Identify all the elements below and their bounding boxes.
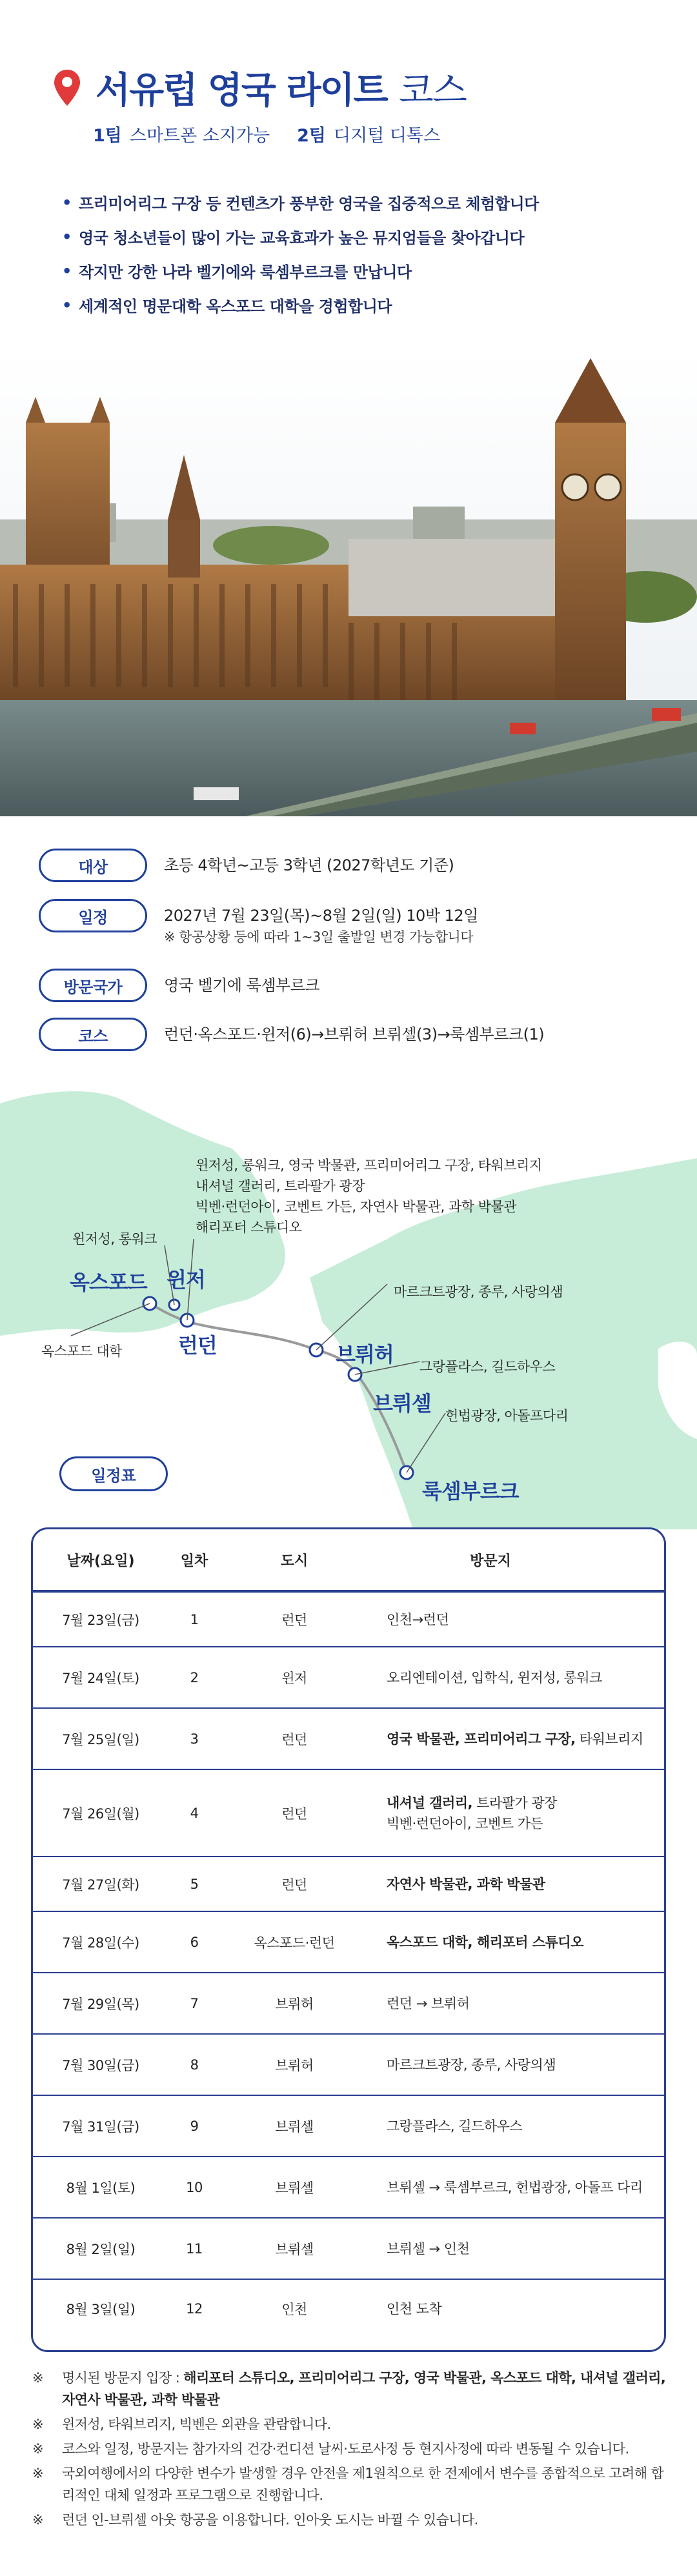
- cell-city: 런던: [281, 1877, 307, 1893]
- cell-date: 8월 1일(토): [66, 2180, 136, 2196]
- cell-date: 7월 31일(금): [62, 2118, 139, 2135]
- table-row: [33, 1709, 664, 1770]
- cell-visit: 오리엔테이션, 입학식, 윈저성, 롱워크: [387, 1669, 602, 1685]
- table-row: [33, 2280, 664, 2338]
- cell-day: 2: [190, 1669, 199, 1685]
- cell-visit: 런던 → 브뤼허: [387, 1995, 470, 2011]
- feature-item: • 영국 청소년들이 많이 가는 교육효과가 높은 뮤지엄들을 찾아갑니다: [62, 227, 525, 247]
- cell-day: 10: [186, 2179, 203, 2195]
- title-suffix: 코스: [398, 70, 466, 112]
- cell-city: 브뤼셀: [275, 2180, 314, 2196]
- location-pin-icon: [53, 68, 81, 107]
- cell-date: 7월 27일(화): [62, 1877, 139, 1893]
- cell-visit: 마르크트광장, 종루, 사랑의샘: [387, 2057, 556, 2073]
- cell-date: 7월 25일(일): [62, 1731, 139, 1747]
- city-london: 런던: [178, 1333, 217, 1358]
- team2-text: 디지털 디톡스: [334, 126, 441, 146]
- info-schedule: [39, 899, 658, 947]
- schedule-table: [31, 1527, 666, 2352]
- cell-day: 12: [186, 2301, 203, 2317]
- note1-prefix: 명시된 방문지 입장 :: [62, 2370, 184, 2386]
- brussels-sites: 그랑플라스, 길드하우스: [419, 1359, 556, 1374]
- note5: 런던 인-브뤼셀 아웃 항공을 이용합니다. 인아웃 도시는 바뀔 수 있습니다.: [62, 2512, 478, 2528]
- course-label: 코스: [39, 1018, 147, 1051]
- cell-day: 7: [190, 1995, 199, 2011]
- note1-bold: 해리포터 스튜디오, 프리미어리그 구장, 영국 박물관, 옥스포드 대학, 내셔널 갤러리, 자연사 박물관, 과학 박물관: [62, 2370, 666, 2408]
- cell-visit: 내셔널 갤러리, 트라팔가 광장 빅벤·런던아이, 코벤트 가든: [387, 1795, 558, 1831]
- table-row: [33, 1912, 664, 1973]
- cell-day: 9: [190, 2118, 199, 2134]
- team-info: [93, 121, 440, 146]
- team2-number: 2팀: [297, 126, 326, 146]
- country-label: 방문국가: [39, 969, 147, 1002]
- cell-visit: 브뤼셀 → 룩셈부르크, 헌법광장, 아돌프 다리: [387, 2179, 643, 2195]
- cell-visit: 브뤼셀 → 인천: [387, 2240, 470, 2257]
- cell-visit: 자연사 박물관, 과학 박물관: [387, 1876, 545, 1892]
- london-sites-line4: 해리포터 스튜디오: [196, 1220, 302, 1235]
- cell-day: 5: [190, 1876, 199, 1892]
- header-visit: 방문지: [470, 1553, 511, 1569]
- header-city: 도시: [280, 1553, 308, 1569]
- table-row: [33, 2096, 664, 2157]
- country-value: 영국 벨기에 룩셈부르크: [164, 976, 320, 994]
- notes: [32, 2367, 671, 2533]
- header-day: 일차: [180, 1553, 208, 1569]
- table-row: [33, 1973, 664, 2035]
- note-item: ※ 국외여행에서의 다양한 변수가 발생할 경우 안전을 제1원칙으로 한 전제에서 변수를 종합적으로 고려해 합리적인 대체 일정과 프로그램으로 진행합니다.: [32, 2462, 671, 2506]
- cell-city: 런던: [281, 1731, 307, 1747]
- info-target: [39, 849, 658, 882]
- table-row: [33, 1770, 664, 1857]
- city-luxembourg: 룩셈부르크: [422, 1479, 519, 1504]
- london-sites-line1: 윈저성, 롱워크, 영국 박물관, 프리미어리그 구장, 타워브리지: [196, 1158, 542, 1173]
- cell-visit: 그랑플라스, 길드하우스: [387, 2118, 523, 2134]
- course-value: 런던·옥스포드·윈저(6)→브뤼허 브뤼셀(3)→룩셈부르크(1): [164, 1025, 545, 1043]
- schedule-label: 일정: [39, 899, 147, 932]
- cell-visit: 옥스포드 대학, 해리포터 스튜디오: [387, 1934, 583, 1950]
- cell-date: 7월 28일(수): [62, 1935, 139, 1951]
- feature-item: • 프리미어리그 구장 등 컨텐츠가 풍부한 영국을 집중적으로 체험합니다: [62, 193, 539, 213]
- cell-day: 3: [190, 1731, 199, 1747]
- note-item: ※ 런던 인-브뤼셀 아웃 항공을 이용합니다. 인아웃 도시는 바뀔 수 있습니다.: [32, 2509, 671, 2531]
- schedule-value: 2027년 7월 23일(목)~8월 2일(일) 10박 12일: [164, 907, 478, 925]
- cell-date: 7월 26일(월): [62, 1806, 139, 1822]
- westminster-photo: [0, 352, 697, 816]
- note-item: ※ 코스와 일정, 방문지는 참가자의 건강·컨디션 날씨·도로사정 등 현지사정에 따라 변동될 수 있습니다.: [32, 2438, 671, 2460]
- cell-city: 런던: [281, 1612, 307, 1628]
- cell-day: 6: [190, 1934, 199, 1950]
- cell-city: 브뤼허: [275, 2057, 314, 2073]
- feature-item: • 세계적인 명문대학 옥스포드 대학을 경험합니다: [62, 296, 392, 316]
- cell-city: 런던: [281, 1806, 307, 1822]
- cell-date: 7월 24일(토): [62, 1670, 139, 1686]
- team1-text: 스마트폰 소지가능: [129, 126, 270, 146]
- cell-date: 7월 29일(목): [62, 1996, 139, 2012]
- schedule-pill: 일정표: [59, 1456, 168, 1491]
- target-value: 초등 4학년~고등 3학년 (2027학년도 기준): [164, 856, 454, 874]
- city-brussels: 브뤼셀: [373, 1391, 431, 1416]
- cell-day: 4: [190, 1805, 199, 1821]
- cell-city: 인천: [281, 2302, 307, 2317]
- info-course: [39, 1018, 658, 1051]
- cell-visit: 인천→런던: [387, 1611, 449, 1627]
- cell-date: 7월 30일(금): [62, 2057, 139, 2073]
- target-label: 대상: [39, 849, 147, 882]
- cell-city: 브뤼셀: [275, 2118, 314, 2135]
- table-row: [33, 2157, 664, 2219]
- london-sites-line2: 내셔널 갤러리, 트라팔가 광장: [196, 1178, 365, 1194]
- cell-city: 브뤼허: [275, 1996, 314, 2012]
- cell-visit: 영국 박물관, 프리미어리그 구장, 타워브리지: [387, 1731, 643, 1747]
- cell-visit: 인천 도착: [387, 2301, 442, 2317]
- note3: 코스와 일정, 방문지는 참가자의 건강·컨디션 날씨·도로사정 등 현지사정에 따라 변동될 수 있습니다.: [62, 2441, 629, 2457]
- cell-city: 브뤼셀: [275, 2241, 314, 2257]
- city-oxford: 옥스포드: [70, 1270, 147, 1294]
- note2: 윈저성, 타워브리지, 빅벤은 외관을 관람합니다.: [62, 2417, 331, 2432]
- cell-date: 8월 2일(일): [66, 2241, 136, 2257]
- feature-item: • 작지만 강한 나라 벨기에와 룩셈부르크를 만납니다: [62, 261, 412, 281]
- team1-number: 1팀: [93, 126, 122, 146]
- city-brugge: 브뤼허: [336, 1342, 394, 1367]
- cell-day: 11: [186, 2240, 203, 2257]
- cell-day: 1: [190, 1611, 199, 1627]
- brugge-sites: 마르크트광장, 종루, 사랑의샘: [394, 1284, 563, 1300]
- header: [0, 0, 697, 352]
- title-main: 서유럽 영국 라이트: [96, 70, 387, 112]
- windsor-sites: 윈저성, 롱워크: [72, 1231, 157, 1247]
- table-header: [33, 1529, 664, 1593]
- note4: 국외여행에서의 다양한 변수가 발생할 경우 안전을 제1원칙으로 한 전제에서 변수를 종합적으로 고려해 합리적인 대체 일정과 프로그램으로 진행합니다.: [62, 2466, 664, 2503]
- feature-list: [62, 185, 539, 322]
- table-row: [33, 2219, 664, 2280]
- header-date: 날짜(요일): [66, 1553, 135, 1569]
- table-row: [33, 2035, 664, 2096]
- info-country: [39, 969, 658, 1002]
- cell-day: 8: [190, 2057, 199, 2073]
- cell-date: 8월 3일(일): [66, 2302, 136, 2317]
- table-row: [33, 1647, 664, 1709]
- lux-sites: 헌법광장, 아돌프다리: [445, 1408, 569, 1424]
- note-item: ※ 명시된 방문지 입장 : 해리포터 스튜디오, 프리미어리그 구장, 영국 박물관, 옥스포드 대학, 내셔널 갤러리, 자연사 박물관, 과학 박물관: [32, 2370, 666, 2408]
- cell-city: 옥스포드·런던: [254, 1935, 335, 1951]
- cell-date: 7월 23일(금): [62, 1612, 139, 1628]
- table-row: [33, 1857, 664, 1912]
- city-windsor: 윈저: [167, 1267, 205, 1292]
- london-sites-line3: 빅벤·런던아이, 코벤트 가든, 자연사 박물관, 과학 박물관: [196, 1199, 517, 1214]
- oxford-sites: 옥스포드 대학: [41, 1343, 122, 1359]
- table-row: [33, 1593, 664, 1647]
- cell-city: 윈저: [281, 1670, 307, 1686]
- schedule-note: ※ 항공상황 등에 따라 1~3일 출발일 변경 가능합니다: [164, 929, 474, 945]
- page-title: [53, 62, 466, 114]
- note-item: ※ 윈저성, 타워브리지, 빅벤은 외관을 관람합니다.: [32, 2413, 671, 2435]
- table-body: [33, 1593, 664, 2338]
